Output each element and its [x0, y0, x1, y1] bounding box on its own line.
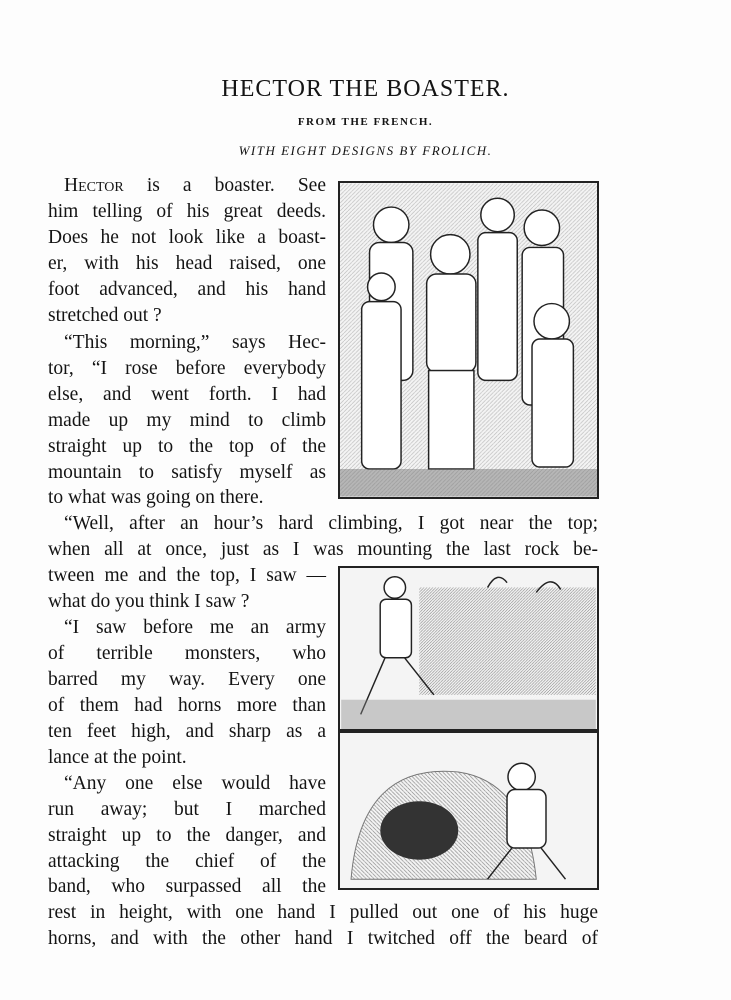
engraving-image	[340, 183, 597, 497]
line-text: tween me and the top, I saw —	[48, 565, 326, 586]
line-text: “Well, after an hour’s hard climbing, I got near the top;	[64, 513, 598, 534]
text-line	[48, 227, 326, 249]
text-line	[48, 539, 598, 561]
page-title: HECTOR THE BOASTER.	[221, 76, 510, 102]
text-line	[48, 565, 326, 587]
line-text: ten feet high, and sharp as a	[48, 721, 326, 742]
text-line	[48, 825, 326, 847]
line-text: straight up to the danger, and	[48, 825, 326, 846]
text-line	[48, 773, 326, 795]
text-line	[48, 358, 326, 380]
illustration-goats-herd	[338, 566, 599, 731]
line-text: horns, and with the other hand I twitched off the beard of	[48, 928, 598, 949]
line-text: barred my way. Every one	[48, 669, 326, 690]
illustration-boy-wrestling-goat	[338, 731, 599, 890]
line-text: else, and went forth. I had	[48, 384, 326, 405]
line-text: mountain to satisfy myself as	[48, 462, 326, 483]
text-line	[48, 462, 326, 484]
text-line	[48, 332, 326, 354]
subtitle: FROM THE FRENCH.	[297, 116, 434, 128]
text-line	[48, 695, 326, 717]
line-text: band, who surpassed all the	[48, 876, 326, 897]
text-line	[48, 436, 326, 458]
line-text: of terrible monsters, who	[48, 643, 326, 664]
line-text: “I saw before me an army	[64, 617, 326, 638]
text-line	[48, 851, 326, 873]
line-text: lance at the point.	[48, 747, 187, 768]
line-text: what do you think I saw ?	[48, 591, 250, 612]
lead-word: Hector	[64, 175, 124, 196]
text-line	[48, 513, 598, 535]
illustration-boys-group	[338, 181, 599, 499]
line-text: “Any one else would have	[64, 773, 326, 794]
text-line	[48, 643, 326, 665]
text-line	[48, 487, 326, 509]
line-text: Does he not look like a boast-	[48, 227, 326, 248]
line-text: rest in height, with one hand I pulled out one of his huge	[48, 902, 598, 923]
line-text: when all at once, just as I was mounting the last rock be-	[48, 539, 598, 560]
text-line	[48, 175, 326, 197]
text-line	[48, 799, 326, 821]
text-line	[48, 747, 326, 769]
engraving-image	[340, 733, 597, 888]
line-text: of them had horns more than	[48, 695, 326, 716]
line-text: run away; but I marched	[48, 799, 326, 820]
line-text: “This morning,” says Hec-	[64, 332, 326, 353]
text-line	[48, 721, 326, 743]
line-text: to what was going on there.	[48, 487, 264, 508]
text-line	[48, 384, 326, 406]
text-line	[48, 253, 326, 275]
line-text: him telling of his great deeds.	[48, 201, 326, 222]
line-text: stretched out ?	[48, 305, 162, 326]
text-line	[48, 669, 326, 691]
line-text: tor, “I rose before everybody	[48, 358, 326, 379]
text-line	[48, 410, 326, 432]
line-text: attacking the chief of the	[48, 851, 326, 872]
line-text: er, with his head raised, one	[48, 253, 326, 274]
text-line	[48, 928, 598, 950]
text-line	[48, 617, 326, 639]
line-text: made up my mind to climb	[48, 410, 326, 431]
text-line	[48, 876, 326, 898]
text-line	[48, 279, 326, 301]
illustration-credit: WITH EIGHT DESIGNS BY FROLICH.	[238, 143, 493, 158]
line-text: is a boaster. See	[123, 175, 326, 196]
text-line	[48, 591, 326, 613]
text-line	[48, 305, 326, 327]
engraving-image	[340, 568, 597, 729]
line-text: straight up to the top of the	[48, 436, 326, 457]
text-line	[48, 201, 326, 223]
text-line	[48, 902, 598, 924]
line-text: foot advanced, and his hand	[48, 279, 326, 300]
